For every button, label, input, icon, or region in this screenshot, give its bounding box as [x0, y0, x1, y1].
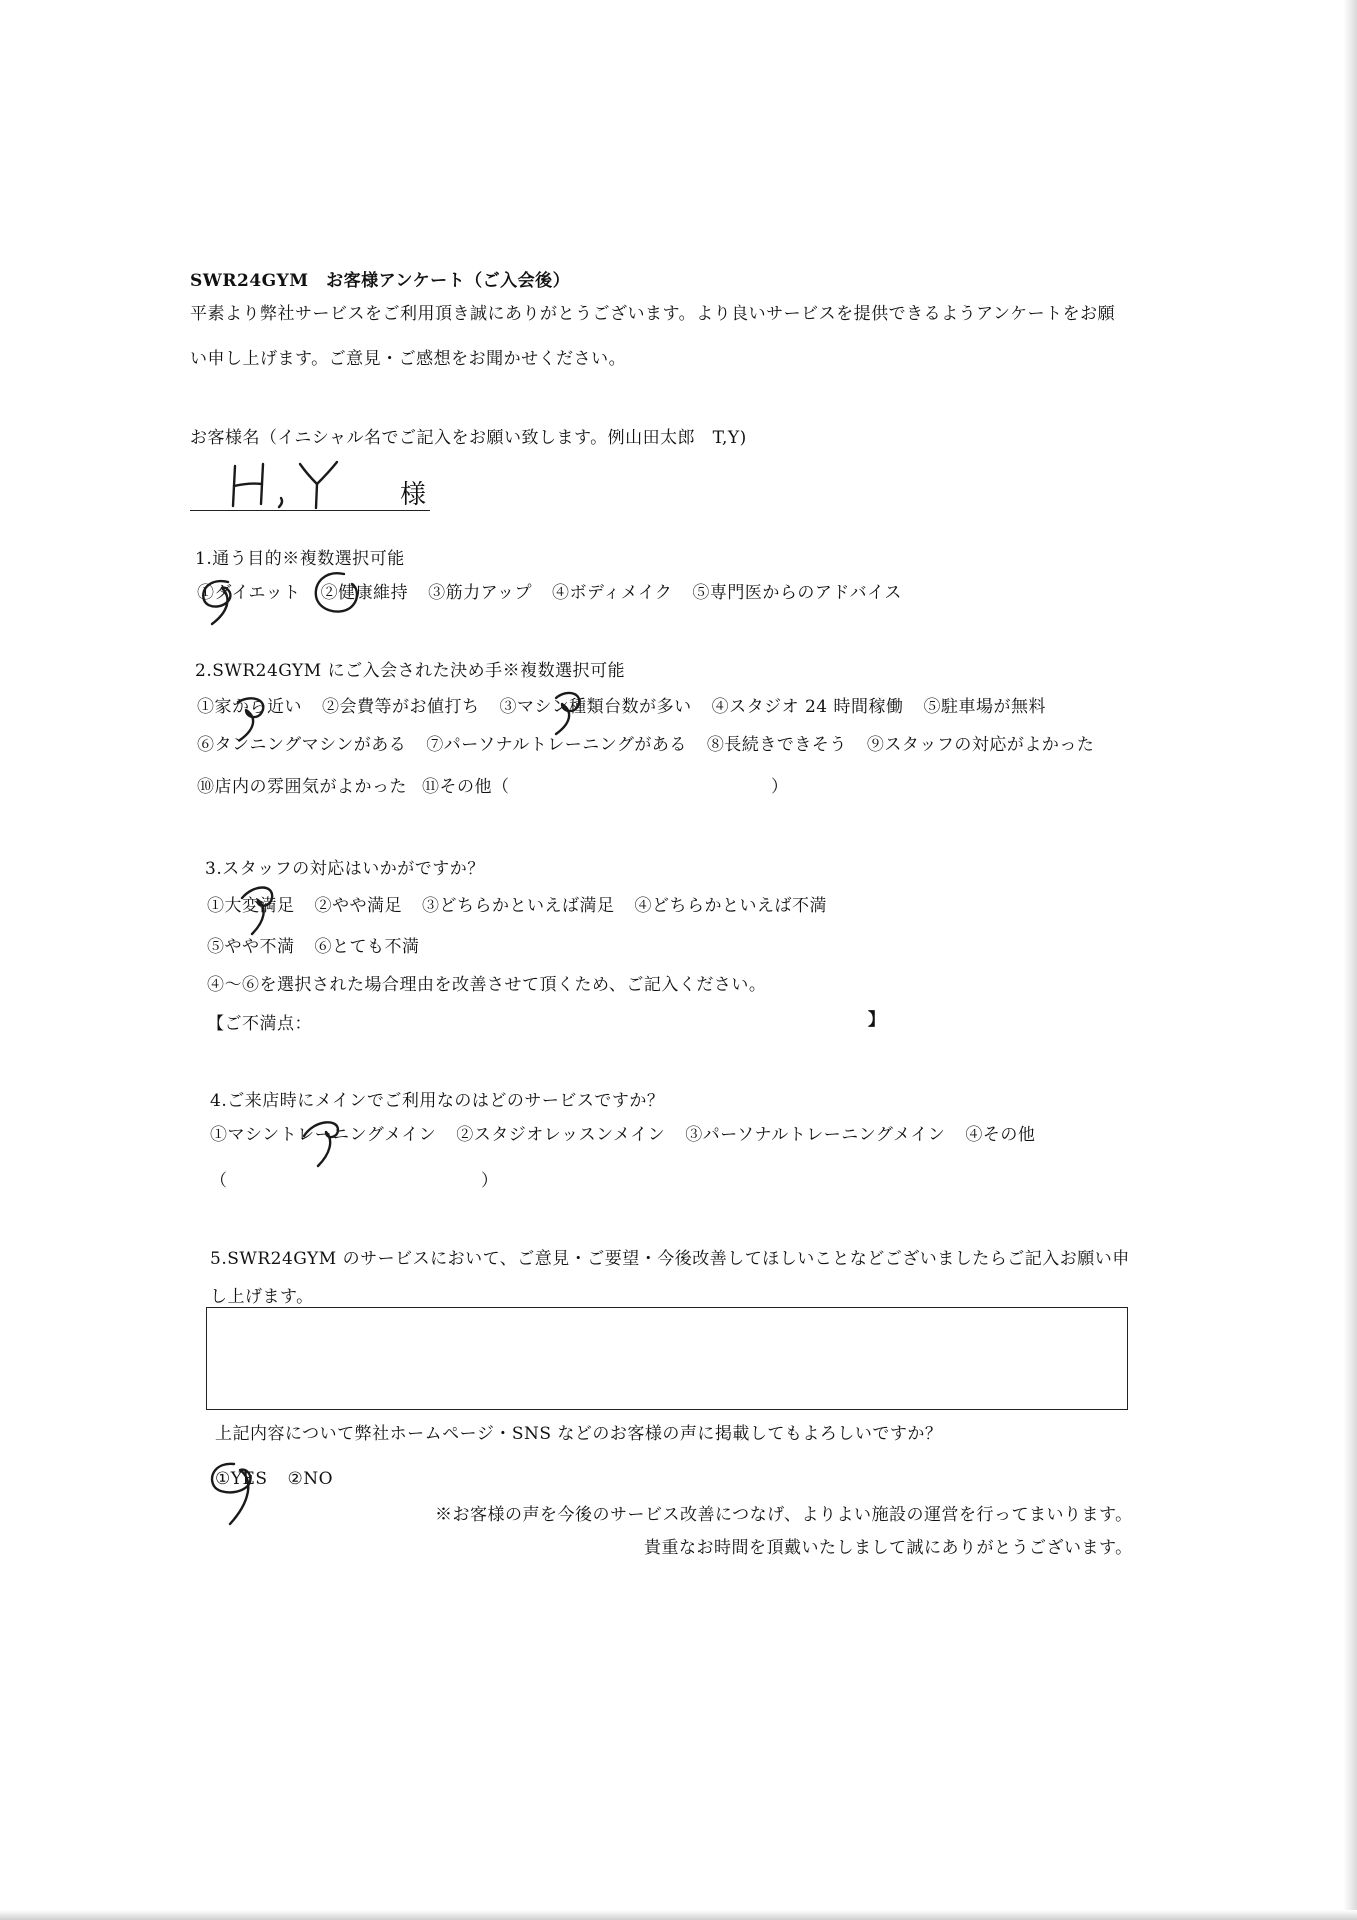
q5-question-line-2: し上げます。	[210, 1287, 314, 1307]
q2-other-close: ）	[771, 777, 789, 797]
footer-thanks: 貴重なお時間を頂戴いたしまして誠にありがとうございます。	[644, 1538, 1133, 1558]
publish-question: 上記内容について弊社ホームページ・SNS などのお客様の声に掲載してもよろしいですか？	[215, 1424, 943, 1444]
publish-option-yes[interactable]: ①YES	[215, 1469, 268, 1489]
scan-edge-right	[1343, 0, 1357, 1920]
q2-options-row1	[197, 696, 1066, 718]
q2-option-2[interactable]: ②会費等がお値打ち	[322, 697, 480, 717]
comment-box[interactable]	[206, 1307, 1128, 1410]
q3-options-row1	[207, 895, 847, 917]
q4-other-open: （	[210, 1171, 228, 1191]
q3-options-row2	[207, 936, 440, 958]
q5-question-line-1: 5.SWR24GYM のサービスにおいて、ご意見・ご要望・今後改善してほしいことなどございましたらご記入お願い申	[210, 1249, 1130, 1269]
q4-option-1[interactable]: ①マシントレーニングメイン	[210, 1125, 437, 1145]
q2-option-11[interactable]: ⑪その他（	[422, 777, 510, 797]
q3-dissatisfaction-close: 】	[868, 1010, 886, 1030]
q2-option-8[interactable]: ⑧長続きできそう	[706, 735, 847, 755]
q3-option-5[interactable]: ⑤やや不満	[207, 937, 295, 957]
q3-option-6[interactable]: ⑥とても不満	[314, 937, 420, 957]
footer-note: ※お客様の声を今後のサービス改善につなげ、よりよい施設の運営を行ってまいります。	[435, 1505, 1133, 1525]
customer-name-label: お客様名（イニシャル名でご記入をお願い致します。例山田太郎 T,Y)	[190, 428, 747, 448]
scan-edge-bottom	[0, 1910, 1357, 1920]
q1-option-4[interactable]: ④ボディメイク	[551, 583, 673, 603]
q2-option-7[interactable]: ⑦パーソナルトレーニングがある	[426, 735, 687, 755]
handwritten-initials	[225, 458, 355, 510]
q3-followup: ④～⑥を選択された場合理由を改善させて頂くため、ご記入ください。	[207, 975, 767, 995]
publish-option-no[interactable]: ②NO	[287, 1469, 334, 1489]
publish-mark-yes	[206, 1458, 276, 1530]
q2-mark-2	[540, 686, 590, 738]
q3-option-4[interactable]: ④どちらかといえば不満	[634, 896, 827, 916]
q2-option-10[interactable]: ⑩店内の雰囲気がよかった	[197, 777, 407, 797]
q1-option-1[interactable]: ①ダイエット	[197, 583, 301, 603]
q1-mark-1	[198, 576, 248, 628]
q2-option-6[interactable]: ⑥タンニングマシンがある	[197, 735, 407, 755]
q1-option-2[interactable]: ②健康維持	[320, 583, 409, 603]
intro-line-1: 平素より弊社サービスをご利用頂き誠にありがとうございます。より良いサービスを提供できるようアンケートをお願	[190, 304, 1116, 324]
q4-mark-1	[292, 1114, 356, 1170]
q2-option-9[interactable]: ⑨スタッフの対応がよかった	[866, 735, 1095, 755]
q2-option-5[interactable]: ⑤駐車場が無料	[923, 697, 1047, 717]
name-underline	[190, 510, 430, 511]
q1-option-5[interactable]: ⑤専門医からのアドバイス	[692, 583, 902, 603]
q4-question: 4.ご来店時にメインでご利用なのはどのサービスですか？	[210, 1091, 665, 1111]
q4-other-close: ）	[481, 1171, 499, 1191]
q4-option-2[interactable]: ②スタジオレッスンメイン	[456, 1125, 666, 1145]
q2-question: 2.SWR24GYM にご入会された決め手※複数選択可能	[195, 661, 626, 681]
q3-option-3[interactable]: ③どちらかといえば満足	[422, 896, 615, 916]
intro-line-2: い申し上げます。ご意見・ご感想をお聞かせください。	[190, 349, 627, 369]
q1-mark-2	[310, 570, 366, 622]
honorific-sama: 様	[400, 480, 427, 510]
q2-options-row2	[197, 734, 1114, 756]
q3-option-2[interactable]: ②やや満足	[314, 896, 402, 916]
q2-option-4[interactable]: ④スタジオ 24 時間稼働	[711, 697, 904, 717]
q3-dissatisfaction-label: 【ご不満点：	[207, 1014, 312, 1034]
q3-question: 3.スタッフの対応はいかがですか？	[205, 859, 485, 879]
q4-option-3[interactable]: ③パーソナルトレーニングメイン	[685, 1125, 946, 1145]
q2-option-1[interactable]: ①家から近い	[197, 697, 302, 717]
q1-question: 1.通う目的※複数選択可能	[195, 549, 405, 569]
survey-title: SWR24GYM お客様アンケート（ご入会後）	[190, 271, 571, 291]
q4-option-4[interactable]: ④その他	[965, 1125, 1036, 1145]
q3-mark-1	[228, 880, 288, 938]
q1-option-3[interactable]: ③筋力アップ	[428, 583, 532, 603]
q1-options	[197, 582, 922, 604]
q2-option-3[interactable]: ③マシン種類台数が多い	[499, 697, 692, 717]
q3-option-1[interactable]: ①大変満足	[207, 896, 295, 916]
